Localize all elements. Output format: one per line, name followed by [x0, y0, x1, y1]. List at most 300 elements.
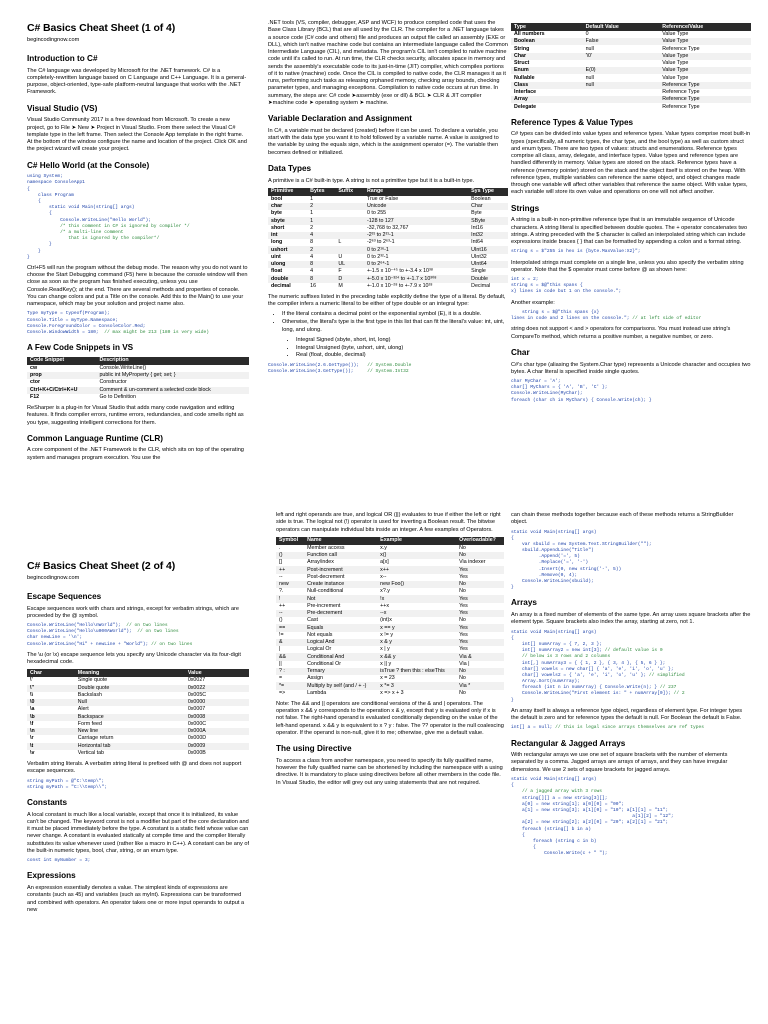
table-cell: -2³¹ to 2³¹-1: [364, 232, 468, 239]
table-cell: isTrue ? then this : elseThis: [377, 668, 456, 675]
section-heading-char: Char: [511, 347, 530, 357]
column-header: Bytes: [307, 188, 335, 196]
table-cell: '\0': [583, 53, 660, 60]
table-cell: 8: [307, 261, 335, 268]
table-cell: Carriage return: [77, 735, 114, 742]
table-cell: *=: [276, 682, 304, 689]
table-cell: 1: [310, 210, 314, 217]
table-cell: Yes: [459, 602, 468, 609]
table-cell: -32,768 to 32,767: [366, 224, 409, 231]
paragraph-jagged: With rectangular arrays we use one set of square brackets with the number of elements separated by a comma. Jagged arrays are arrays of arrays, and they can have irregular dimensions. We use 2 sets of square brackets for jagged arrays.: [511, 752, 728, 773]
table-cell: cw: [30, 364, 38, 371]
table-cell: String: [514, 45, 530, 52]
paragraph-vs: Visual Studio Community 2017 is a free download from Microsoft. To create a new project, go to File ➤ New ➤ Project in Visual Studio. From there select the Visual C# template type in the left frame. Then select the Console App template in the right frame. At the bottom of the window configure the name and location of the project. Click OK and the project wizard will create your project.: [27, 117, 247, 153]
table-cell: 2: [307, 203, 335, 210]
table-cell: Array: [511, 96, 583, 103]
table-cell: Pre-increment: [307, 602, 341, 609]
table-row: [276, 595, 504, 602]
table-cell: Via indexer: [459, 559, 486, 566]
snippets-table: [27, 357, 249, 401]
table-cell: Yes: [459, 631, 468, 638]
table-cell: .: [279, 544, 281, 551]
table-cell: +-5.0 x 10⁻³²⁴ to +-1.7 x 10³⁰⁸: [364, 275, 468, 282]
table-cell: +-1.5 x 10⁻⁴⁵ to +-3.4 x 10³⁸: [366, 268, 433, 275]
table-row: [276, 574, 504, 581]
table-cell: &&: [276, 653, 304, 660]
table-cell: (): [276, 552, 304, 559]
page-title: C# Basics Cheat Sheet (1 of 4): [27, 22, 176, 34]
table-cell: a[x]: [380, 559, 389, 566]
section-heading-constants: Constants: [27, 797, 68, 807]
table-row: [268, 232, 508, 239]
table-cell: !=: [279, 631, 284, 638]
table-cell: []: [279, 559, 282, 566]
table-cell: --x: [377, 610, 456, 617]
table-row: [511, 96, 751, 103]
table-cell: No: [459, 617, 466, 624]
paragraph-operators-note: Note: The && and || operators are conditional versions of the & and | operators. The operation x && y corresponds to the operation x & y, except that y is evaluated only if x is not false. The right-hand operand is evaluated conditionally depending on the value of the left-hand operand. x && y is equivalent to x ? y : false. The ?? operator is the null coalescing operator. If the operand is non-null, give it to me; otherwise, give me a default value.: [276, 700, 504, 736]
column-header: Value: [185, 669, 249, 677]
table-cell: Null: [75, 699, 185, 706]
table-row: [27, 750, 249, 757]
operators-table: [276, 537, 504, 697]
table-cell: [583, 60, 660, 67]
table-row: [276, 661, 504, 668]
table-cell: [583, 103, 660, 110]
table-cell: M: [338, 282, 343, 289]
paragraph-char: C#'s char type (aliasing the System.Char type) represents a Unicode character and occupies two bytes. A char literal is specified inside single quotes.: [511, 361, 751, 375]
table-cell: Via |: [459, 660, 470, 667]
column-header: Sys Type: [468, 188, 508, 196]
paragraph-data-types: A primitive is a C# built-in type. A string is not a primitive type but it is a built-in type.: [268, 177, 475, 184]
table-cell: \': [30, 677, 33, 684]
section-heading-reference-types: Reference Types & Value Types: [511, 117, 634, 127]
table-cell: null: [585, 74, 594, 81]
section-heading-escape: Escape Sequences: [27, 591, 102, 601]
escape-sequences-table: [27, 669, 249, 757]
table-row: [276, 581, 504, 588]
column-header: Suffix: [335, 188, 364, 196]
table-cell: char: [268, 203, 307, 210]
table-cell: UInt64: [468, 261, 508, 268]
table-row: [27, 387, 249, 394]
paragraph-interpolated: Interpolated strings must complete on a single line, unless you also specify the verbatim string operator. Note that the $ operator must come before @ as shown here:: [511, 259, 744, 273]
table-cell: No: [459, 588, 466, 595]
page-2: [0, 512, 768, 1024]
integral-types-list: [296, 337, 508, 360]
table-cell: Equals: [304, 624, 377, 631]
section-heading-arrays: Arrays: [511, 598, 537, 608]
table-cell: uint: [271, 253, 281, 260]
table-cell: Value Type: [659, 38, 751, 45]
table-header-row: [268, 188, 508, 196]
table-row: [27, 743, 249, 750]
list-item: • Integral Signed (sbyte, short, int, long): [296, 337, 508, 344]
table-cell: !x: [377, 595, 456, 602]
list-item: • If the literal contains a decimal point or the exponential symbol (E), it is a double.: [282, 311, 508, 318]
table-cell: Interface: [514, 89, 537, 96]
table-cell: [583, 89, 660, 96]
section-heading-intro: Introduction to C#: [27, 53, 98, 63]
column-header: Type: [511, 23, 583, 31]
table-cell: Create instance: [304, 581, 377, 588]
page1-column-2: [268, 20, 508, 512]
table-cell: Value Type: [662, 74, 689, 81]
table-cell: Form feed: [77, 720, 102, 727]
table-row: [27, 379, 249, 386]
table-row: [268, 268, 508, 275]
table-row: [268, 261, 508, 268]
table-row: [276, 559, 504, 566]
table-cell: Post-increment: [304, 566, 377, 573]
table-cell: double: [268, 275, 307, 282]
table-cell: Value Type: [659, 67, 751, 74]
table-cell: ||: [279, 660, 282, 667]
table-cell: Assign: [307, 675, 324, 682]
table-cell: 0x000A: [185, 728, 249, 735]
paragraph-string-compare: string does not support < and > operators for comparisons. You must instead use string's CompareTo method, which returns a positive number, a negative number, or zero.: [511, 326, 731, 340]
table-cell: Int32: [468, 232, 508, 239]
section-heading-snippets: A Few Code Snippets in VS: [27, 343, 134, 353]
table-cell: [335, 196, 364, 203]
table-row: [276, 552, 504, 559]
table-cell: Reference Type: [662, 89, 700, 96]
table-row: [276, 603, 504, 610]
table-cell: Value Type: [659, 53, 751, 60]
table-cell: Int16: [471, 224, 483, 231]
list-item: • Integral Unsigned (byte, ushort, uint, ulong): [296, 345, 508, 352]
table-cell: Class: [511, 82, 583, 89]
table-row: [27, 372, 249, 379]
table-cell: !: [276, 595, 304, 602]
table-cell: UL: [335, 261, 364, 268]
table-cell: F: [338, 268, 342, 275]
table-row: [276, 624, 504, 631]
column-header: Meaning: [75, 669, 185, 677]
paragraph-variable-declaration: In C#, a variable must be declared (created) before it can be used. To declare a variable, you start with the data type you want it to hold followed by a variable name. A value is assigned to the variable by using the equals sign, which is the assignment operator (=). The variable then becomes defined or initialized.: [268, 127, 499, 156]
table-cell: Alert: [77, 706, 89, 713]
table-cell: public int MyProperty { get; set; }: [96, 372, 249, 379]
table-cell: True or False: [366, 195, 399, 202]
table-cell: No: [456, 581, 504, 588]
table-cell: Decimal: [471, 282, 491, 289]
table-cell: [335, 217, 364, 224]
table-row: [27, 721, 249, 728]
table-cell: Yes: [456, 595, 504, 602]
table-cell: All numbers: [514, 31, 545, 38]
table-row: [511, 45, 751, 52]
table-cell: [335, 225, 364, 232]
list-item: • Real (float, double, decimal): [296, 352, 508, 359]
table-row: [268, 254, 508, 261]
table-cell: sbyte: [268, 217, 307, 224]
table-cell: 0x0007: [187, 706, 206, 713]
table-row: [511, 67, 751, 74]
table-cell: Logical And: [304, 639, 377, 646]
table-row: [276, 588, 504, 595]
table-cell: ushort: [268, 246, 307, 253]
table-cell: 0 to 255: [366, 210, 387, 217]
table-cell: Via &: [456, 653, 504, 660]
column-header: Example: [377, 537, 456, 545]
table-cell: x(): [377, 552, 456, 559]
table-cell: (int)x: [380, 617, 392, 624]
paragraph-unicode-escape: The \u (or \x) escape sequence lets you specify any Unicode character via its four-digit hexadecimal code.: [27, 651, 241, 666]
paragraph-resharper: ReSharper is a plug-in for Visual Studio that adds many code navigation and editing features. It finds compiler errors, runtime errors, redundancies, and code smells right as you type, suggesting intelligent corrections for them.: [27, 405, 244, 426]
table-cell: 4: [307, 232, 335, 239]
table-cell: Array/index: [307, 559, 334, 566]
code-block-gettype: Console.WriteLine(2.6.GetType()); // System.Double Console.WriteLine(3.GetType()); // System.Int32: [268, 362, 412, 374]
table-cell: 0x000C: [187, 720, 207, 727]
table-cell: Multiply by self (and / + -): [304, 682, 377, 689]
table-cell: long: [271, 239, 283, 246]
section-heading-vs: Visual Studio (VS): [27, 103, 98, 113]
table-cell: E(0): [583, 67, 660, 74]
table-cell: 0: [585, 31, 589, 38]
column-header: Reference/Value: [659, 23, 751, 31]
table-cell: x.y: [380, 544, 387, 551]
table-cell: Int64: [471, 239, 483, 246]
table-cell: Backspace: [75, 714, 185, 721]
table-row: [27, 692, 249, 699]
table-cell: 0x000D: [187, 735, 207, 742]
table-cell: new: [276, 581, 304, 588]
paragraph-another-example: Another example:: [511, 299, 555, 306]
table-row: [268, 210, 508, 217]
table-cell: No: [459, 689, 466, 696]
table-cell: \0: [27, 699, 75, 706]
paragraph-operators-intro: left and right operands are true, and logical OR (||) evaluates to true if either the left or right side is true. The logical not (!) operator is used for inverting a Boolean result. The bitwise operators can manipulate individual bits inside an integer. A few examples of Operators.: [276, 512, 501, 533]
table-row: [511, 82, 751, 89]
table-cell: x && y: [377, 653, 456, 660]
table-row: [27, 685, 249, 692]
table-row: [276, 566, 504, 573]
literal-rules-list: [282, 311, 508, 333]
paragraph-verbatim: Verbatim string literals. A verbatim string literal is prefixed with @ and does not support escape sequences.: [27, 761, 242, 775]
table-cell: Go to Definition: [99, 393, 136, 400]
paragraph-strings: A string is a built-in non-primitive reference type that is an immutable sequence of Unicode characters. A string literal is specified between double quotes. The + operator concatenates two strings. A string preceded with the $ character is called an interpolated string which can include expressions inside braces { } that can be formatted by appending a colon and a format string.: [511, 217, 748, 246]
table-cell: x *= 3: [377, 682, 456, 689]
column-header: Char: [27, 669, 75, 677]
table-row: [268, 246, 508, 253]
table-cell: |: [279, 646, 281, 653]
table-cell: -128 to 127: [364, 217, 468, 224]
page2-column-1: [27, 560, 249, 1024]
code-block-stringbuilder: static void Main(string[] args) { var sbuild = new System.Text.StringBuilder(""); sbuild.AppendLine("Title") .Append('=', 5) .Replace('=', '-') .Insert(0, new string('-', 5)) .Remove(0, 4); Console.WriteLine(sbuild); }: [511, 529, 652, 591]
paragraph-clr-continued: .NET tools (VS, compiler, debugger, ASP and WCF) to produce compiled code that uses the Base Class Library (BCL) that are all used by the CLR. The compiler for a .NET language takes a source code (C# code and others) file and produces an output file called an assembly (EXE or DLL), which isn't native machine code but contains an intermediate language called the Common Intermediate Language (CIL), and metadata. The program's CIL isn't compiled to native machine code until it's called to run. At run time, the CLR checks security, allocates space in memory and sends the assembly's executable code to its just-in-time (JIT) compiler, which compiles portions of it to native (machine) code. Once the CIL is compiled to native code, the CLR manages it as it runs, performing such tasks as releasing orphaned memory, checking array bounds, checking parameter types, and managing exceptions. Compilation to native code occurs at run time. In summary, the steps are: C# code ➤assembly (exe or dll) & BCL ➤ CLR & JIT compiler ➤machine code ➤ operating system ➤ machine.: [268, 20, 508, 106]
section-heading-jagged: Rectangular & Jagged Arrays: [511, 738, 626, 748]
table-cell: Nullable: [514, 74, 535, 81]
table-row: [276, 545, 504, 552]
table-cell: 0x0022: [185, 685, 249, 692]
code-block-hello-world: using System; namespace ConsoleApp1 { class Program { static void Main(string[] args) { Console.WriteLine("Hello World"); /* this comment in C# is ignored by compiler */ /* a multi-line comment that is ignored by the compiler*/ } } }: [27, 174, 190, 260]
table-cell: null: [585, 45, 594, 52]
table-cell: No: [459, 675, 466, 682]
code-block-array-null: int[] a = null; // this is legal since arrays themselves are ref types: [511, 725, 704, 731]
table-cell: null: [583, 82, 660, 89]
table-cell: int: [268, 232, 307, 239]
paragraph-array-reference: An array itself is always a reference type object, regardless of element type. For integer types the default is zero and for reference types the default is null. For Boolean the default is False.: [511, 707, 743, 722]
table-cell: x != y: [380, 631, 393, 638]
table-cell: Boolean: [471, 195, 491, 202]
paragraph-intro: The C# language was developed by Microsoft for the .NET framework. C# is a completely-rewritten language based on C Language and C++ Language. It is a general-purpose, object-oriented, type-safe platform-neutral language that works with the .NET Framework.: [27, 67, 247, 96]
table-cell: [335, 203, 364, 210]
code-block-jagged: static void Main(string[] args) { // a jagged array with 3 rows string[][] a = new string[3][]; a[0] = new string[1]; a[0][0] = "00"; a[1] = new string[3]; a[1][0] = "10"; a[1][1] = "11"; a[1][2] = "12"; a[2] = new string[2]; a[2][0] = "20"; a[2][1] = "21"; foreach (string[] b in a) { foreach (string c in b) { Console.Write(c + " ");: [511, 777, 674, 857]
table-cell: Yes: [456, 624, 504, 631]
table-cell: ? :: [276, 668, 304, 675]
table-cell: False: [583, 38, 660, 45]
table-cell: 4: [310, 268, 314, 275]
code-block-char: char MyChar = 'A'; char[] MyChars = { 'A', 'B', 'C' }; Console.WriteLine(MyChar); foreach (char ch in MyChars) { Console.Write(ch); }: [511, 379, 652, 403]
paragraph-numeric-suffixes: The numeric suffixes listed in the preceding table explicitly define the type of a literal. By default, the compiler infers a numeric literal to be either of type double or an integral type:: [268, 293, 506, 308]
table-cell: [335, 246, 364, 253]
table-row: [27, 699, 249, 706]
table-row: [276, 653, 504, 660]
code-block-arrays: static void Main(string[] args) { int[] numArray = { 7, 2, 3 }; int[] numArray2 = new int[3]; // default value is 0 // below is 3 rows and 2 columns int[,] numArray3 = { { 1, 2 }, { 3, 4 }, { 5, 6 } }; char[] vowels = new char[] { 'a', 'e', 'i', 'o', 'u' }; char[] vowels2 = { 'a', 'e', 'i', 'o', 'u' }; // simplified Array.Sort(numArray); foreach (int n in numArray) { Console.Write(n); } // 237 Console.WriteLine("First element is: " + numArray[0]); // 2 }: [511, 629, 685, 703]
table-row: [511, 38, 751, 45]
site-name: begincodingnow.com: [27, 36, 80, 43]
paragraph-escape: Escape sequences work with chars and strings, except for verbatim strings, which are proceeded by the @ symbol.: [27, 605, 240, 619]
table-row: [268, 217, 508, 224]
table-header-row: [27, 669, 249, 677]
code-block-console-title: Type myType = typeof(Program); Console.Title = myType.Namespace; Console.ForegroundColor = ConsoleColor.Red; Console.WindowWidth = 180; // max might be 213 (180 is very wide): [27, 311, 209, 336]
table-row: [268, 283, 508, 290]
table-cell: Enum: [511, 67, 583, 74]
table-cell: Single: [471, 268, 486, 275]
paragraph-clr: A core component of the .NET Framework is the CLR, which sits on top of the operating system and manages program execution. You use the: [27, 447, 244, 461]
table-cell: D: [335, 275, 364, 282]
table-cell: 2: [307, 246, 335, 253]
table-cell: Reference Type: [659, 96, 751, 103]
table-cell: x?.y: [380, 588, 390, 595]
table-row: [27, 728, 249, 735]
table-cell: 1: [310, 195, 314, 202]
section-heading-strings: Strings: [511, 203, 540, 213]
section-heading-clr: Common Language Runtime (CLR): [27, 433, 163, 443]
table-cell: byte: [271, 210, 282, 217]
table-cell: Value Type: [662, 31, 689, 38]
table-cell: 0x0000: [185, 699, 249, 706]
section-heading-data-types: Data Types: [268, 163, 312, 173]
table-row: [511, 89, 751, 96]
table-row: [511, 60, 751, 67]
table-cell: Conditional And: [304, 653, 377, 660]
table-row: [27, 365, 249, 372]
table-cell: x++: [377, 566, 456, 573]
table-cell: \t: [27, 743, 75, 750]
code-block-verbatim-interpolated: int x = 2; string s = $@"this spans { x} lines in code but 1 on the console.";: [511, 277, 622, 295]
section-heading-expressions: Expressions: [27, 871, 76, 881]
table-cell: ctor: [30, 379, 41, 386]
table-cell: Vertical tab: [77, 749, 104, 756]
table-cell: Conditional Or: [307, 660, 341, 667]
table-cell: Value Type: [662, 60, 689, 67]
paragraph-reference-types: C# types can be divided into value types and reference types. Value types comprise most built-in types (specifically, all numeric types, the char type, and the bool type) as well as custom struct and enum types. There are two types of values: structs and enumerations. Reference types comprise all class, array, delegate, and interface types. Value types and reference types are handled differently in memory. Value types are stored on the stack. Reference types have a reference (memory pointer) stored on the stack and the object itself is stored on the heap. With reference types, multiple variables can reference the same object, and object changes made through one variable will affect other variables that reference the same object. With value types, each variable will store its own value and operations on one will not affect another.: [511, 131, 751, 196]
column-header: Default Value: [583, 23, 660, 31]
table-cell: Cast: [307, 617, 319, 624]
table-row: [276, 639, 504, 646]
column-header: Description: [96, 357, 249, 365]
table-cell: Not: [304, 595, 377, 602]
table-cell: Ctrl+K+C/Ctrl+K+U: [27, 387, 96, 394]
table-cell: 0x0008: [185, 714, 249, 721]
table-cell: 8: [310, 239, 314, 246]
table-row: [268, 203, 508, 210]
data-types-table: [268, 188, 508, 290]
table-cell: \": [27, 685, 75, 692]
table-cell: Pre-decrement: [304, 610, 377, 617]
table-cell: ++x: [380, 602, 390, 609]
table-row: [268, 225, 508, 232]
paragraph-constants: A local constant is much like a local variable, except that once it is initialized, its value can't be changed. The keyword const is not a modifier but part of the core declaration and it must be placed immediately before the type. A constant is a static field whose value can never change. A constant is evaluated statically at compile time and the compiler literally substitutes its value whenever used (rather like a macro in C++). A constant can be any of the built-in numeric types, bool, char, string, or an enum type.: [27, 811, 249, 854]
code-block-const: const int myNumber = 3;: [27, 858, 91, 864]
table-cell: ++: [279, 602, 286, 609]
default-values-table: [511, 23, 751, 111]
table-row: [27, 735, 249, 742]
page2-column-3: [511, 512, 751, 1024]
table-row: [27, 714, 249, 721]
table-cell: x = 23: [380, 675, 395, 682]
table-cell: Yes: [456, 639, 504, 646]
column-header: Range: [364, 188, 468, 196]
table-row: [276, 675, 504, 682]
table-cell: [335, 210, 364, 217]
table-cell: x || y: [380, 660, 392, 667]
table-cell: Single quote: [77, 677, 108, 684]
table-cell: New line: [75, 728, 185, 735]
table-cell: Yes: [459, 573, 468, 580]
code-block-escape: Console.WriteLine("Hello\nWorld"); // on two lines Console.WriteLine("Hello\u000AWorld"); // on two lines char newLine = '\n'; Console.WriteLine("Hi" + newLine + "World"); // on two lines: [27, 623, 193, 647]
table-cell: Via *: [456, 682, 504, 689]
page1-column-1: [27, 22, 249, 512]
table-cell: x & y: [377, 639, 456, 646]
table-cell: =: [279, 675, 283, 682]
table-cell: \b: [27, 714, 75, 721]
table-header-row: [511, 23, 751, 31]
page-title-2: C# Basics Cheat Sheet (2 of 4): [27, 560, 176, 572]
table-cell: x == y: [377, 624, 456, 631]
column-header: Name: [304, 537, 377, 545]
column-header: Code Snippet: [27, 357, 96, 365]
table-cell: Boolean: [511, 38, 583, 45]
paragraph-hello-world: Ctrl+F5 will run the program without the debug mode. The reason why you do not want to choose the Start Debugging command (F5) here is because the console window will then close as soon as the program has finished executing, unless you use Console.ReadKey(); at the end. There are several methods and properties of console. You can change colors and put a Title on the console. Add this to the Main() to use your namespace, which may be your solution and project name also.: [27, 264, 248, 308]
table-cell: Reference Type: [662, 45, 700, 52]
code-block-multiline-string: string s = $@"this spans {x} lines in code and 2 lines on the console."; // at left side of editor: [511, 309, 702, 322]
table-cell: new Foo(): [377, 581, 456, 588]
table-cell: bool: [271, 195, 283, 202]
table-cell: U: [338, 253, 343, 260]
table-cell: Console.WriteLine(): [99, 364, 147, 371]
table-row: [511, 74, 751, 81]
table-cell: 0x0009: [185, 743, 249, 750]
table-cell: F12: [30, 393, 40, 400]
table-row: [268, 239, 508, 246]
table-cell: decimal: [271, 282, 291, 289]
table-cell: Member access: [307, 544, 345, 551]
table-cell: \f: [30, 720, 34, 727]
table-cell: 0x0027: [187, 677, 206, 684]
table-cell: Post-decrement: [307, 573, 345, 580]
table-row: [276, 646, 504, 653]
table-row: [276, 682, 504, 689]
table-cell: prop: [27, 372, 96, 379]
table-cell: UInt32: [471, 253, 487, 260]
table-cell: \a: [30, 706, 35, 713]
table-cell: SByte: [468, 217, 508, 224]
table-cell: Ternary: [304, 668, 377, 675]
paragraph-stringbuilder: can chain these methods together because each of these methods returns a StringBuilder object.: [511, 512, 734, 526]
code-block-verbatim: string myPath = @"C:\temp\"; string myPath = "C:\\temp\\";: [27, 778, 107, 790]
